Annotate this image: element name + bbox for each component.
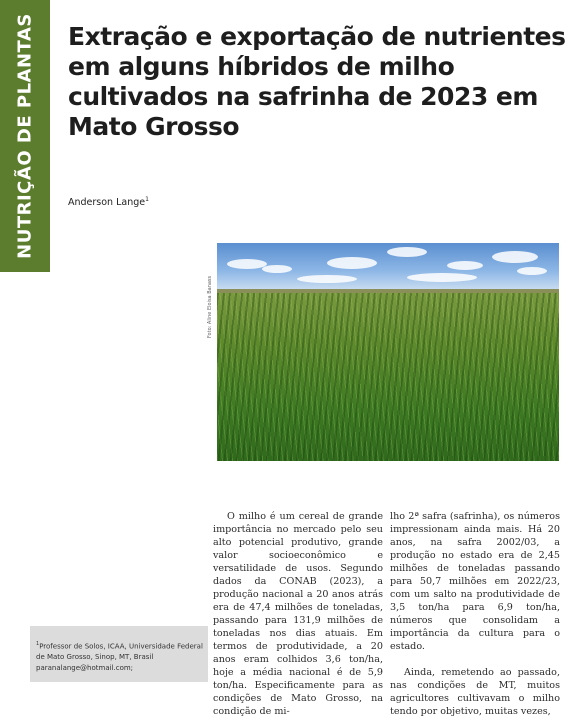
section-sidebar [0,0,50,272]
author-affiliation-footnote [30,626,208,682]
footnote-line-1: Professor de Solos, ICAA, Universidade Federal [39,642,203,651]
photo-sky [217,243,559,289]
body-column-2 [390,510,560,718]
footnote-mark: 1 [36,641,40,647]
author-name: Anderson Lange [68,197,146,209]
body-paragraph: lho 2ª safra (safrinha), os números impressionam ainda mais. Há 20 anos, na safra 2002/03, a produção no estado era de 2,45 milhões de toneladas passando para 50,7 milhões em 2022/23, com um salto na produtividade de 3,5 ton/ha para 6,9 ton/ha, números que consolidam a importância da cultura para o estado. [390,511,560,652]
photo-cornfield [217,293,559,461]
body-column-1 [213,510,383,718]
footnote-email: paranalange@hotmail.com; [36,664,134,673]
cornfield-photo [217,243,559,461]
body-paragraph: O milho é um cereal de grande importância no mercado pelo seu alto potencial produtivo, grande valor socioeconômico e versatilidade de usos. Segundo dados da CONAB (2023), a produção nacional a 20 anos atrás era de 47,4 milhões de toneladas, passando para 131,9 milhões de toneladas nos dias atuais. Em termos de produtividade, a 20 anos eram colhidos 3,6 ton/ha, hoje a média nacional é de 5,9 ton/ha. Especificamente para as condições de Mato Grosso, na condição de mi- [213,511,383,717]
article-title: Extração e exportação de nutrientes em alguns híbridos de milho cultivados na safrinha de 2023 em Mato Grosso [68,22,566,141]
author-line [68,196,149,208]
body-paragraph: Ainda, remetendo ao passado, nas condições de MT, muitos agricultores cultivavam o milho tendo por objetivo, muitas vezes, [390,667,560,717]
section-label: NUTRIÇÃO DE PLANTAS [14,13,36,259]
author-footnote-mark: 1 [145,196,149,203]
photo-credit: Foto: Aline Eloisa Banass [207,275,213,339]
footnote-line-2: de Mato Grosso, Sinop, MT, Brasil [36,653,154,662]
